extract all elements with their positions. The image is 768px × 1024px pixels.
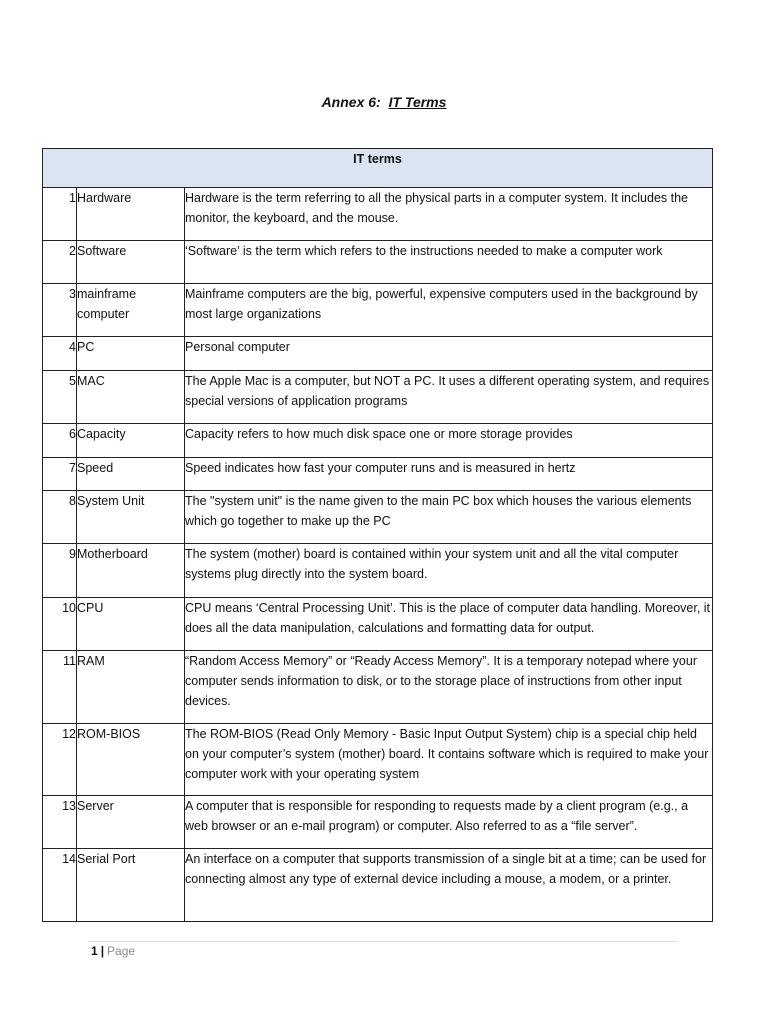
definition-cell: Personal computer <box>185 337 713 371</box>
row-number: 10 <box>43 598 77 651</box>
row-number: 3 <box>43 284 77 337</box>
definition-cell: CPU means ‘Central Processing Unit’. This is the place of computer data handling. Moreover, it does all the data manipulation, calculations and formatting data for output. <box>185 598 713 651</box>
term-cell: RAM <box>77 651 185 724</box>
definition-cell: An interface on a computer that supports transmission of a single bit at a time; can be used for connecting almost any type of external device including a mouse, a modem, or a printer. <box>185 849 713 922</box>
term-cell: mainframe computer <box>77 284 185 337</box>
definition-cell: Mainframe computers are the big, powerful, expensive computers used in the background by most large organizations <box>185 284 713 337</box>
row-number: 8 <box>43 491 77 544</box>
term-cell: Serial Port <box>77 849 185 922</box>
table-body <box>43 188 713 922</box>
title-prefix: Annex 6: <box>321 94 381 110</box>
table-header-row <box>43 149 713 188</box>
table-row <box>43 188 713 241</box>
table-row <box>43 651 713 724</box>
row-number: 9 <box>43 544 77 598</box>
table-row <box>43 337 713 371</box>
term-cell: Capacity <box>77 424 185 458</box>
table-header: IT terms <box>43 149 713 188</box>
definition-cell: Hardware is the term referring to all the physical parts in a computer system. It includes the monitor, the keyboard, and the mouse. <box>185 188 713 241</box>
row-number: 7 <box>43 458 77 491</box>
table-row <box>43 849 713 922</box>
term-cell: Server <box>77 796 185 849</box>
row-number: 13 <box>43 796 77 849</box>
definition-cell: A computer that is responsible for responding to requests made by a client program (e.g., a web browser or an e-mail program) or computer. Also referred to as a “file server”. <box>185 796 713 849</box>
footer-separator: | <box>100 944 105 958</box>
term-cell: Software <box>77 241 185 284</box>
table-row <box>43 241 713 284</box>
table-row <box>43 284 713 337</box>
document-title <box>0 92 768 112</box>
term-cell: CPU <box>77 598 185 651</box>
table-row <box>43 796 713 849</box>
table-row <box>43 491 713 544</box>
row-number: 4 <box>43 337 77 371</box>
table-row <box>43 458 713 491</box>
page-label: Page <box>107 944 136 958</box>
term-cell: System Unit <box>77 491 185 544</box>
row-number: 12 <box>43 724 77 796</box>
definition-cell: ‘Software’ is the term which refers to the instructions needed to make a computer work <box>185 241 713 284</box>
definition-cell: Capacity refers to how much disk space one or more storage provides <box>185 424 713 458</box>
page-number: 1 <box>91 944 98 958</box>
definition-cell: The "system unit" is the name given to the main PC box which houses the various elements which go together to make up the PC <box>185 491 713 544</box>
term-cell: ROM-BIOS <box>77 724 185 796</box>
it-terms-table <box>42 148 713 922</box>
page-footer <box>91 943 135 959</box>
footer-divider <box>88 941 678 942</box>
row-number: 1 <box>43 188 77 241</box>
term-cell: Speed <box>77 458 185 491</box>
row-number: 14 <box>43 849 77 922</box>
row-number: 11 <box>43 651 77 724</box>
term-cell: Hardware <box>77 188 185 241</box>
definition-cell: The system (mother) board is contained within your system unit and all the vital computer systems plug directly into the system board. <box>185 544 713 598</box>
table-row <box>43 724 713 796</box>
table-row <box>43 544 713 598</box>
definition-cell: The Apple Mac is a computer, but NOT a PC. It uses a different operating system, and requires special versions of application programs <box>185 371 713 424</box>
term-cell: PC <box>77 337 185 371</box>
table-row <box>43 424 713 458</box>
definition-cell: Speed indicates how fast your computer runs and is measured in hertz <box>185 458 713 491</box>
row-number: 5 <box>43 371 77 424</box>
table-row <box>43 598 713 651</box>
table-row <box>43 371 713 424</box>
title-main: IT Terms <box>388 94 447 110</box>
row-number: 2 <box>43 241 77 284</box>
definition-cell: “Random Access Memory” or “Ready Access Memory”. It is a temporary notepad where your computer sends information to disk, or to the storage place of instructions from other input devices. <box>185 651 713 724</box>
row-number: 6 <box>43 424 77 458</box>
term-cell: Motherboard <box>77 544 185 598</box>
term-cell: MAC <box>77 371 185 424</box>
definition-cell: The ROM-BIOS (Read Only Memory - Basic Input Output System) chip is a special chip held on your computer’s system (mother) board. It contains software which is required to make your computer work with your operating system <box>185 724 713 796</box>
